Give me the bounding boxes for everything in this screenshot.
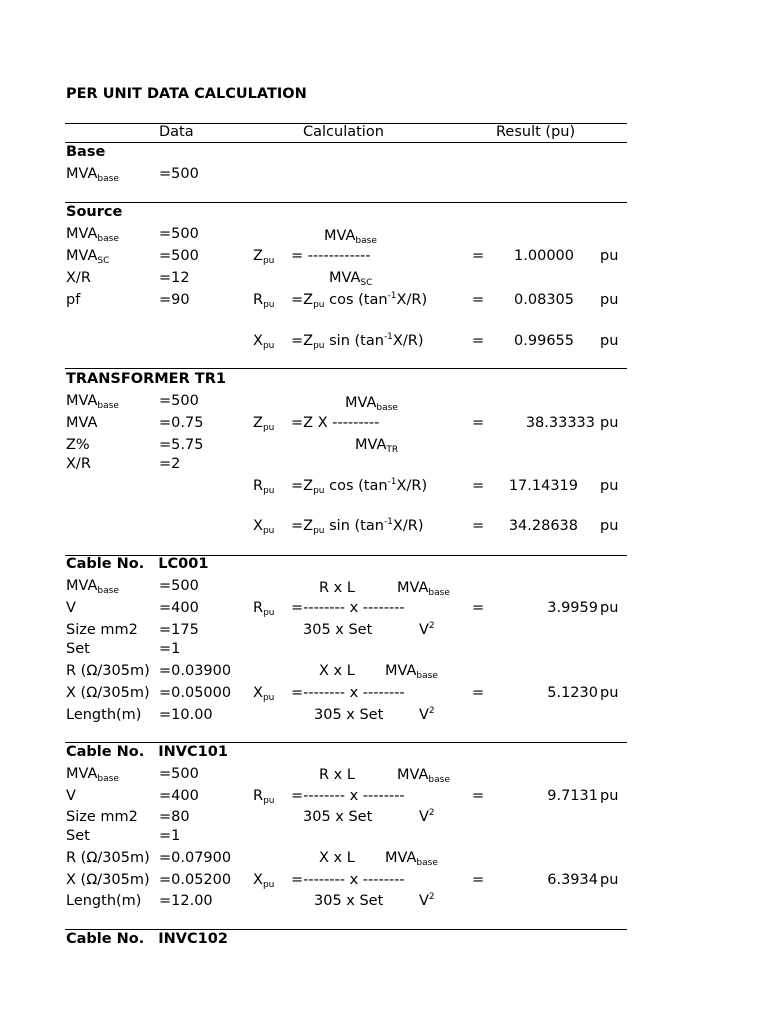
source-xr-label: X/R [66,270,91,286]
cable-2-x-numerator-a: X x L [319,850,355,866]
source-x-result: 0.99655 [514,333,574,349]
cable-2-r-var: $R_{pu}$ [253,788,275,806]
cable-2-voltage-value: =400 [159,788,199,804]
transformer-xr-value: =2 [159,456,181,472]
transformer-heading: TRANSFORMER TR1 [66,371,226,387]
cable-1-r-numerator-a: R x L [319,580,355,596]
source-mvabase-label: $MVA_{base}$ [66,226,119,244]
cable-2-voltage-label: V [66,788,76,804]
transformer-z-result: 38.33333 [525,415,595,431]
cable-2-reactance-label: X (Ω/305m) [66,872,150,888]
source-mvasc-value: =500 [159,248,199,264]
cable-1-r-var: $R_{pu}$ [253,600,275,618]
cable-2-reactance-value: =0.05200 [159,872,232,888]
cable-1-reactance-label: X (Ω/305m) [66,685,150,701]
transformer-z-var: $Z_{pu}$ [253,415,275,433]
cable-2-r-numerator-a: R x L [319,767,355,783]
cable-2-size-label: Size mm2 [66,809,138,825]
section-rule-source [65,202,627,203]
cable-1-x-unit: pu [600,685,619,701]
transformer-z-expression: =Z X --------- [291,415,380,431]
source-r-unit: pu [600,292,619,308]
cable-1-r-unit: pu [600,600,619,616]
source-x-equals: = [472,333,485,349]
cable-1-mvabase-label: $MVA_{base}$ [66,578,119,596]
cable-2-x-denominator-a: 305 x Set [314,893,384,909]
cable-2-set-value: =1 [159,828,181,844]
source-x-expression: $=Z_{pu}$ $\sin (\tan^{-1}X/R)$ [291,332,424,351]
cable-1-r-denominator-a: 305 x Set [303,622,373,638]
cable-2-size-value: =80 [159,809,190,825]
cable-1-set-value: =1 [159,641,181,657]
section-rule-transformer [65,368,627,369]
source-pf-label: pf [66,292,81,308]
transformer-mvabase-label: $MVA_{base}$ [66,393,119,411]
cable-1-r-numerator-b: $MVA_{base}$ [397,580,450,598]
source-pf-value: =90 [159,292,190,308]
cable-2-x-numerator-b: $MVA_{base}$ [385,850,438,868]
source-z-equals: = [472,248,485,264]
cable-1-set-label: Set [66,641,90,657]
cable-2-mvabase-value: =500 [159,766,199,782]
transformer-zpercent-value: =5.75 [159,437,204,453]
cable-2-r-numerator-b: $MVA_{base}$ [397,767,450,785]
cable-1-x-expression: =-------- x -------- [291,685,405,701]
transformer-z-equals: = [472,415,485,431]
cable-1-x-numerator-b: $MVA_{base}$ [385,663,438,681]
transformer-z-numerator: $MVA_{base}$ [345,395,398,413]
source-mvabase-value: =500 [159,226,199,242]
cable-2-resistance-label: R (Ω/305m) [66,850,150,866]
cable-2-heading: Cable No. INVC101 [66,744,228,760]
cable-1-r-equals: = [472,600,485,616]
cable-1-mvabase-value: =500 [159,578,199,594]
base-mva-label: $MVA_{base}$ [66,166,119,184]
transformer-mvabase-value: =500 [159,393,199,409]
cable-2-length-label: Length(m) [66,893,142,909]
cable-3-heading: Cable No. INVC102 [66,931,228,947]
cable-2-mvabase-label: $MVA_{base}$ [66,766,119,784]
source-r-expression: $=Z_{pu}$ $\cos (\tan^{-1}X/R)$ [291,291,428,310]
cable-2-resistance-value: =0.07900 [159,850,232,866]
transformer-x-result: 34.28638 [508,518,578,534]
cable-1-length-label: Length(m) [66,707,142,723]
column-header-result: Result (pu) [496,124,576,140]
cable-1-voltage-value: =400 [159,600,199,616]
transformer-r-var: $R_{pu}$ [253,478,275,496]
cable-1-r-result: 3.9959 [547,600,598,616]
cable-2-x-var: $X_{pu}$ [253,872,275,890]
source-r-var: $R_{pu}$ [253,292,275,310]
source-heading: Source [66,204,123,220]
source-z-expression: = ------------ [291,248,371,264]
source-xr-value: =12 [159,270,190,286]
page-title: PER UNIT DATA CALCULATION [66,86,307,102]
cable-2-r-denominator-a: 305 x Set [303,809,373,825]
cable-2-x-unit: pu [600,872,619,888]
cable-1-x-numerator-a: X x L [319,663,355,679]
source-x-var: $X_{pu}$ [253,333,275,351]
transformer-mva-label: MVA [66,415,98,431]
transformer-r-expression: $=Z_{pu}$ $\cos (\tan^{-1}X/R)$ [291,477,428,496]
column-header-calculation: Calculation [303,124,384,140]
transformer-x-var: $X_{pu}$ [253,518,275,536]
source-z-var: $Z_{pu}$ [253,248,275,266]
cable-1-size-value: =175 [159,622,199,638]
cable-2-length-value: =12.00 [159,893,213,909]
cable-1-length-value: =10.00 [159,707,213,723]
cable-2-x-result: 6.3934 [547,872,598,888]
transformer-r-unit: pu [600,478,619,494]
source-x-unit: pu [600,333,619,349]
cable-1-x-var: $X_{pu}$ [253,685,275,703]
cable-2-r-result: 9.7131 [547,788,598,804]
column-header-data: Data [159,124,194,140]
source-mvasc-label: $MVA_{SC}$ [66,248,110,266]
transformer-x-unit: pu [600,518,619,534]
transformer-r-result: 17.14319 [508,478,578,494]
source-z-unit: pu [600,248,619,264]
cable-2-x-equals: = [472,872,485,888]
transformer-z-denominator: $MVA_{TR}$ [355,437,399,455]
base-mva-value: =500 [159,166,199,182]
cable-1-x-denominator-b: $V^2$ [419,706,435,723]
transformer-xr-label: X/R [66,456,91,472]
cable-1-voltage-label: V [66,600,76,616]
cable-1-size-label: Size mm2 [66,622,138,638]
header-bottom-rule [65,142,627,143]
cable-2-set-label: Set [66,828,90,844]
cable-2-r-unit: pu [600,788,619,804]
transformer-z-unit: pu [600,415,619,431]
source-r-result: 0.08305 [514,292,574,308]
cable-1-r-denominator-b: $V^2$ [419,621,435,638]
cable-2-x-expression: =-------- x -------- [291,872,405,888]
cable-2-r-expression: =-------- x -------- [291,788,405,804]
cable-1-x-result: 5.1230 [547,685,598,701]
transformer-r-equals: = [472,478,485,494]
cable-2-r-denominator-b: $V^2$ [419,808,435,825]
cable-1-x-equals: = [472,685,485,701]
cable-1-x-denominator-a: 305 x Set [314,707,384,723]
cable-1-resistance-value: =0.03900 [159,663,232,679]
transformer-mva-value: =0.75 [159,415,204,431]
base-heading: Base [66,144,106,160]
transformer-x-equals: = [472,518,485,534]
cable-1-r-expression: =-------- x -------- [291,600,405,616]
source-r-equals: = [472,292,485,308]
transformer-zpercent-label: Z% [66,437,90,453]
source-z-numerator: $MVA_{base}$ [324,228,377,246]
cable-2-x-denominator-b: $V^2$ [419,892,435,909]
source-z-denominator: $MVA_{SC}$ [329,270,373,288]
cable-1-resistance-label: R (Ω/305m) [66,663,150,679]
source-z-result: 1.00000 [514,248,574,264]
cable-2-r-equals: = [472,788,485,804]
cable-1-reactance-value: =0.05000 [159,685,232,701]
transformer-x-expression: $=Z_{pu}$ $\sin (\tan^{-1}X/R)$ [291,517,424,536]
cable-1-heading: Cable No. LC001 [66,556,209,572]
